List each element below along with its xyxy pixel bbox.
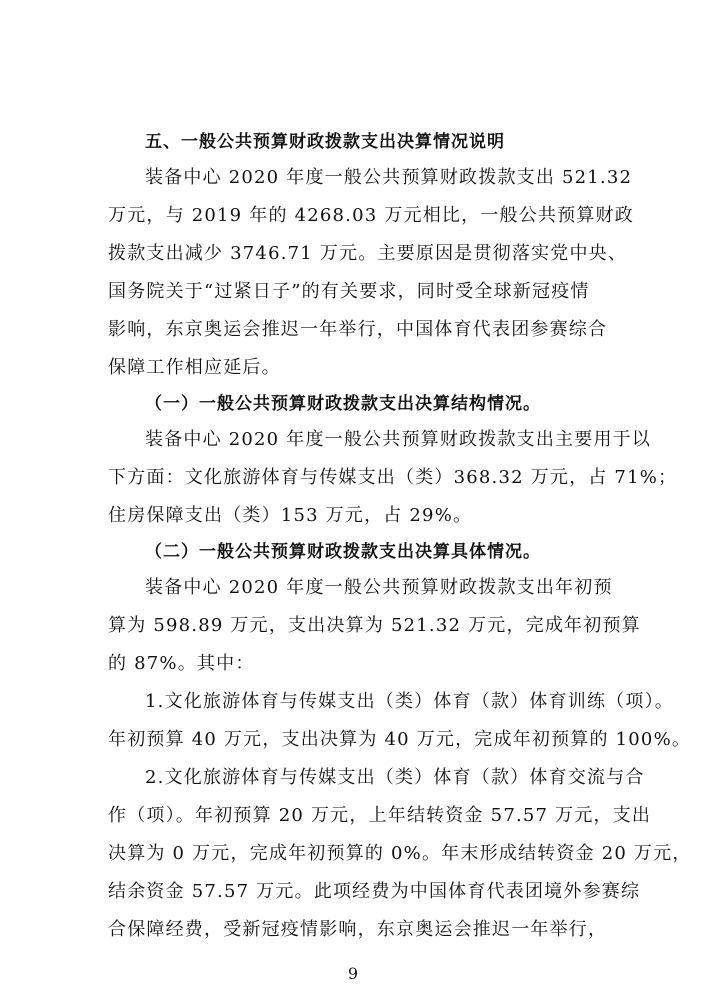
paragraph-line: 算为 598.89 万元，支出决算为 521.32 万元，完成年初预算 [108, 615, 641, 636]
paragraph-line: 拨款支出减少 3746.71 万元。主要原因是贯彻落实党中央、 [108, 243, 628, 264]
list-item-line: 作（项）。年初预算 20 万元，上年结转资金 57.57 万元，支出 [108, 805, 652, 826]
paragraph-line: 装备中心 2020 年度一般公共预算财政拨款支出年初预 [145, 577, 613, 598]
paragraph-line: 的 87%。其中： [108, 653, 255, 674]
paragraph-line: 影响，东京奥运会推迟一年举行，中国体育代表团参赛综合 [108, 319, 608, 340]
list-item-line: 1.文化旅游体育与传媒支出（类）体育（款）体育训练（项）。 [145, 691, 674, 712]
list-item-line: 决算为 0 万元，完成年初预算的 0%。年末形成结转资金 20 万元， [108, 843, 692, 864]
paragraph-line: 装备中心 2020 年度一般公共预算财政拨款支出 521.32 [145, 167, 633, 188]
list-item-line: 年初预算 40 万元，支出决算为 40 万元，完成年初预算的 100%。 [108, 729, 692, 750]
paragraph-line: 万元，与 2019 年的 4268.03 万元相比，一般公共预算财政 [108, 205, 634, 226]
paragraph-line: 保障工作相应延后。 [108, 357, 281, 378]
paragraph-line: 下方面：文化旅游体育与传媒支出（类）368.32 万元，占 71%； [108, 467, 678, 488]
subheading-structure: （一）一般公共预算财政拨款支出决算结构情况。 [145, 394, 541, 414]
section-heading: 五、一般公共预算财政拨款支出决算情况说明 [145, 132, 505, 152]
paragraph-line: 国务院关于“过紧日子”的有关要求，同时受全球新冠疫情 [108, 281, 590, 302]
paragraph-line: 住房保障支出（类）153 万元，占 29%。 [108, 505, 473, 526]
page-number: 9 [347, 964, 359, 983]
subheading-detail: （二）一般公共预算财政拨款支出决算具体情况。 [145, 542, 541, 562]
list-item-line: 2.文化旅游体育与传媒支出（类）体育（款）体育交流与合 [145, 767, 645, 788]
list-item-line: 合保障经费，受新冠疫情影响，东京奥运会推迟一年举行， [108, 919, 608, 940]
list-item-line: 结余资金 57.57 万元。此项经费为中国体育代表团境外参赛综 [108, 881, 641, 902]
paragraph-line: 装备中心 2020 年度一般公共预算财政拨款支出主要用于以 [145, 429, 652, 450]
